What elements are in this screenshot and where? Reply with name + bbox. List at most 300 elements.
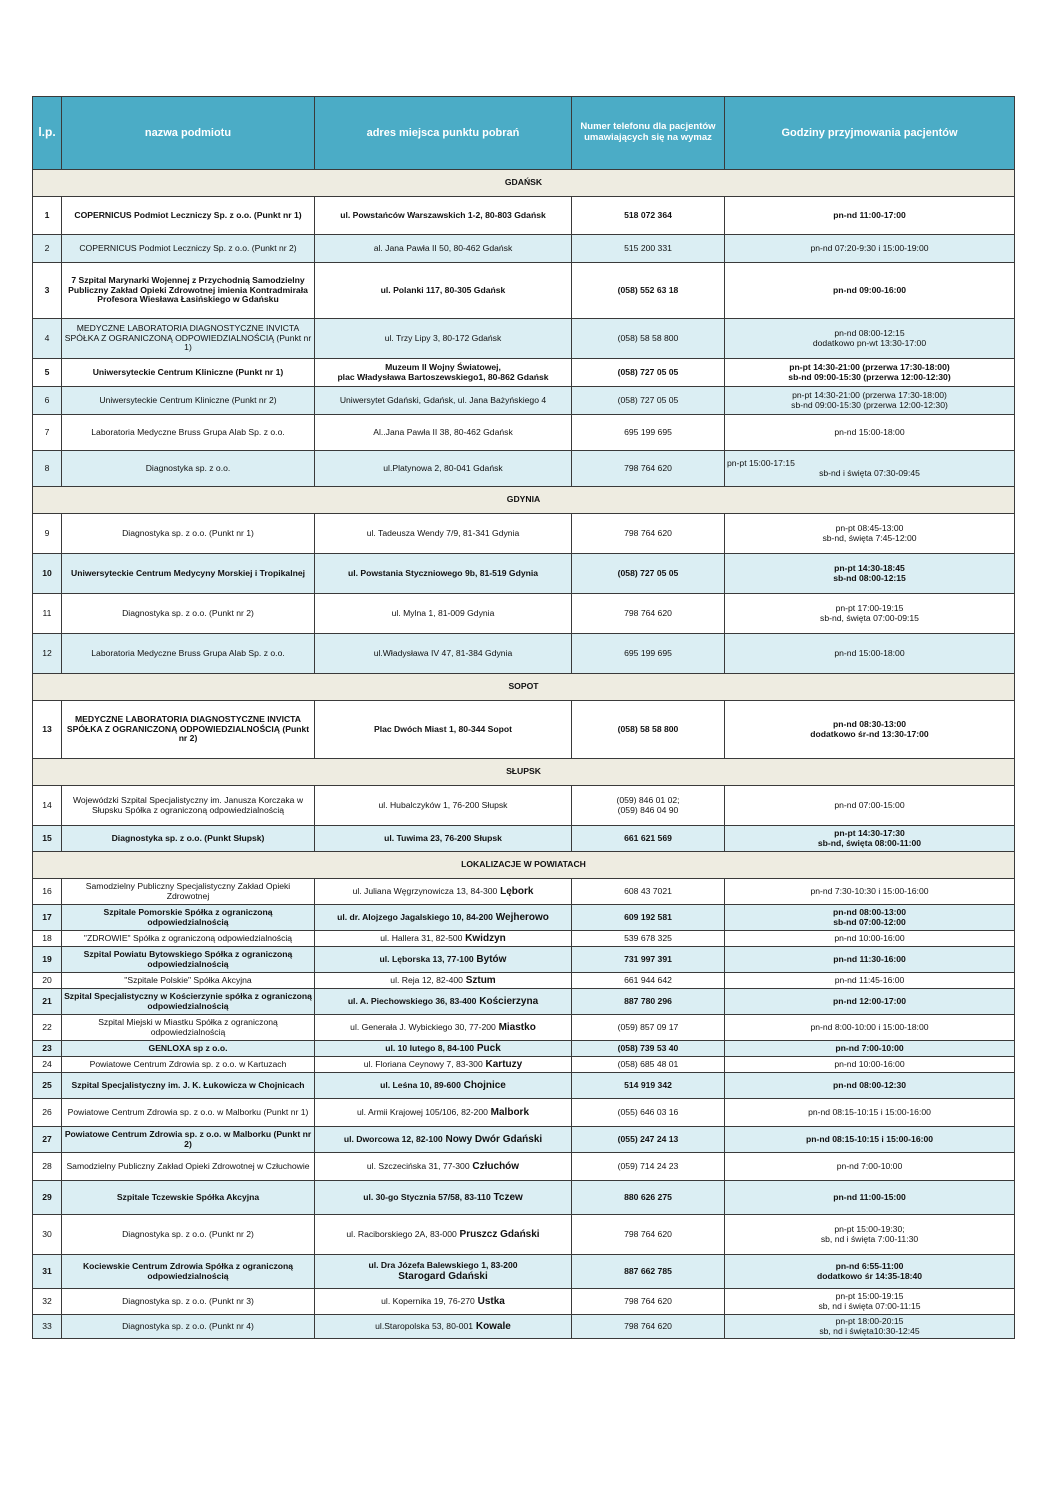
cell-entity-name: [62, 1127, 315, 1153]
city-name: Tczew: [490, 1191, 523, 1203]
section-title: SOPOT: [33, 674, 1015, 701]
phone-line: 798 764 620: [624, 527, 672, 538]
entity-name-line: COPERNICUS Podmiot Leczniczy Sp. z o.o. (Punkt nr 2): [79, 242, 297, 253]
cell-phone: [572, 931, 725, 947]
address-line: ul. Leśna 10, 89-600 Chojnice: [380, 1079, 506, 1091]
cell-phone: [572, 786, 725, 826]
cell-phone: [572, 263, 725, 319]
city-name: Kartuzy: [482, 1058, 523, 1070]
hours-line: pn-nd 7:00-10:00: [836, 1160, 903, 1171]
hours-line: pn-pt 08:45-13:00: [835, 522, 904, 533]
row-number-line: 12: [42, 647, 52, 658]
hours-line: sb-nd 09:00-15:30 (przerwa 12:00-12:30): [791, 399, 948, 410]
cell-hours: [725, 197, 1015, 235]
address-line: ul. Kopernika 19, 76-270 Ustka: [381, 1295, 505, 1307]
cell-row-number: [33, 1181, 62, 1215]
cell-entity-name: [62, 554, 315, 594]
cell-phone: [572, 973, 725, 989]
cell-address: [315, 701, 572, 759]
cell-entity-name: [62, 594, 315, 634]
address-line: ul.Platynowa 2, 80-041 Gdańsk: [383, 462, 503, 473]
cell-hours: [725, 387, 1015, 415]
row-number-line: 32: [42, 1295, 52, 1306]
entity-name-line: "ZDROWIE" Spółka z ograniczoną odpowiedzialnością: [83, 932, 293, 943]
cell-hours: [725, 947, 1015, 973]
cell-entity-name: [62, 1215, 315, 1255]
hours-line: pn-nd 07:20-9:30 i 15:00-19:00: [810, 242, 929, 253]
header-address: adres miejsca punktu pobrań: [315, 97, 572, 170]
cell-hours: [725, 1153, 1015, 1181]
cell-row-number: [33, 319, 62, 359]
cell-hours: [725, 415, 1015, 451]
hours-line: pn-nd 10:00-16:00: [834, 1058, 905, 1069]
cell-entity-name: [62, 359, 315, 387]
cell-phone: [572, 514, 725, 554]
address-line: ul. 30-go Stycznia 57/58, 83-110 Tczew: [363, 1191, 523, 1203]
cell-hours: [725, 1099, 1015, 1127]
cell-phone: [572, 1057, 725, 1073]
table-row: [33, 989, 1015, 1015]
phone-line: (059) 846 01 02;: [616, 794, 680, 805]
cell-entity-name: [62, 701, 315, 759]
hours-line: sb-nd i święta 07:30-09:45: [819, 467, 920, 478]
row-number-line: 19: [42, 953, 52, 964]
row-number-line: 33: [42, 1320, 52, 1331]
hours-line: pn-nd 6:55-11:00: [835, 1260, 904, 1271]
city-name: Pruszcz Gdański: [456, 1228, 540, 1240]
row-number-line: 5: [44, 366, 50, 377]
table-header-row: [33, 97, 1015, 170]
cell-entity-name: [62, 235, 315, 263]
cell-row-number: [33, 973, 62, 989]
cell-phone: [572, 1015, 725, 1041]
cell-address: [315, 786, 572, 826]
cell-phone: [572, 451, 725, 487]
hours-line: pn-pt 15:00-19:15: [835, 1290, 904, 1301]
entity-name-line: Uniwersyteckie Centrum Kliniczne (Punkt nr 2): [99, 394, 277, 405]
entity-name-line: 7 Szpital Marynarki Wojennej z Przychodnią Samodzielny Publiczny Zakład Opieki Zdrowotnej imienia Kontradmirała Profesora Wiesława Łasińskiego w Gdańsku: [68, 274, 308, 305]
entity-name-line: GENLOXA sp z o.o.: [148, 1042, 228, 1053]
cell-entity-name: [62, 1057, 315, 1073]
cell-hours: [725, 1315, 1015, 1339]
cell-address: [315, 947, 572, 973]
cell-phone: [572, 1255, 725, 1289]
row-number-line: 31: [42, 1265, 52, 1276]
phone-line: 661 944 642: [624, 974, 672, 985]
phone-line: (059) 846 04 90: [617, 804, 679, 815]
hours-line: pn-nd 15:00-18:00: [834, 647, 905, 658]
cell-hours: [725, 359, 1015, 387]
cell-row-number: [33, 786, 62, 826]
cell-hours: [725, 989, 1015, 1015]
cell-hours: [725, 235, 1015, 263]
cell-hours: [725, 973, 1015, 989]
cell-hours: [725, 879, 1015, 905]
phone-line: 608 43 7021: [624, 885, 672, 896]
entity-name-line: Diagnostyka sp. z o.o. (Punkt Słupsk): [111, 832, 265, 843]
city-name: Lębork: [497, 885, 534, 897]
table-row: [33, 905, 1015, 931]
phone-line: 514 919 342: [624, 1079, 672, 1090]
city-name: Chojnice: [460, 1079, 506, 1091]
phone-line: (058) 739 53 40: [617, 1042, 679, 1053]
cell-address: [315, 594, 572, 634]
cell-entity-name: [62, 786, 315, 826]
cell-row-number: [33, 263, 62, 319]
hours-line: pn-nd 08:00-13:00: [832, 906, 907, 917]
address-line: ul. Szczecińska 31, 77-300 Człuchów: [366, 1160, 520, 1172]
cell-phone: [572, 235, 725, 263]
address-line: ul.Władysława IV 47, 81-384 Gdynia: [373, 647, 513, 658]
cell-row-number: [33, 826, 62, 852]
address-line: ul. Dworcowa 12, 82-100 Nowy Dwór Gdański: [343, 1133, 543, 1145]
table-row: [33, 319, 1015, 359]
cell-entity-name: [62, 905, 315, 931]
cell-address: [315, 415, 572, 451]
cell-entity-name: [62, 1289, 315, 1315]
row-number-line: 14: [42, 799, 52, 810]
entity-name-line: Uniwersyteckie Centrum Medycyny Morskiej i Tropikalnej: [70, 567, 306, 578]
cell-address: [315, 1153, 572, 1181]
cell-phone: [572, 947, 725, 973]
entity-name-line: Samodzielny Publiczny Specjalistyczny Zakład Opieki Zdrowotnej: [85, 880, 291, 901]
address-line: ul. 10 lutego 8, 84-100 Puck: [385, 1042, 501, 1054]
table-row: [33, 1127, 1015, 1153]
hours-line: pn-nd 11:45-16:00: [834, 974, 905, 985]
hours-line: pn-pt 15:00-19:30;: [834, 1223, 905, 1234]
cell-address: [315, 263, 572, 319]
cell-row-number: [33, 879, 62, 905]
address-line: ul.Staropolska 53, 80-001 Kowale: [375, 1320, 511, 1332]
row-number-line: 1: [44, 209, 50, 220]
cell-address: [315, 1073, 572, 1099]
row-number-line: 15: [42, 832, 52, 843]
cell-address: [315, 235, 572, 263]
table-row: [33, 1215, 1015, 1255]
header-hours: Godziny przyjmowania pacjentów: [725, 97, 1015, 170]
entity-name-line: Laboratoria Medyczne Bruss Grupa Alab Sp. z o.o.: [91, 426, 285, 437]
hours-line: sb, nd i święta 7:00-11:30: [820, 1233, 919, 1244]
cell-phone: [572, 319, 725, 359]
entity-name-line: COPERNICUS Podmiot Leczniczy Sp. z o.o. (Punkt nr 1): [74, 209, 302, 220]
table-row: [33, 263, 1015, 319]
cell-address: [315, 387, 572, 415]
cell-entity-name: [62, 1181, 315, 1215]
cell-row-number: [33, 451, 62, 487]
phone-line: (059) 714 24 23: [617, 1160, 679, 1171]
row-number-line: 24: [42, 1058, 52, 1069]
cell-hours: [725, 263, 1015, 319]
cell-entity-name: [62, 1315, 315, 1339]
cell-hours: [725, 594, 1015, 634]
table-row: [33, 554, 1015, 594]
table-row: [33, 594, 1015, 634]
hours-line: dodatkowo pn-wt 13:30-17:00: [812, 337, 927, 348]
section-header-row: [33, 674, 1015, 701]
address-line: ul. Tuwima 23, 76-200 Słupsk: [384, 832, 502, 843]
entity-name-line: Diagnostyka sp. z o.o. (Punkt nr 4): [122, 1320, 254, 1331]
row-number-line: 28: [42, 1160, 52, 1171]
address-line: ul. Dra Józefa Balewskiego 1, 83-200: [368, 1259, 518, 1270]
cell-phone: [572, 1041, 725, 1057]
table-row: [33, 947, 1015, 973]
cell-hours: [725, 701, 1015, 759]
phone-line: 661 621 569: [624, 832, 672, 843]
address-line: Al..Jana Pawła II 38, 80-462 Gdańsk: [373, 426, 513, 437]
hours-line: pn-nd 12:00-17:00: [832, 995, 907, 1006]
city-name: Kowale: [473, 1320, 511, 1332]
entity-name-line: MEDYCZNE LABORATORIA DIAGNOSTYCZNE INVICTA SPÓŁKA Z OGRANICZONĄ ODPOWIEDZIALNOŚCIĄ (Punkt nr 2): [66, 713, 310, 744]
city-name: Puck: [474, 1042, 501, 1054]
phone-line: (058) 727 05 05: [617, 366, 679, 377]
row-number-line: 13: [42, 723, 52, 734]
table-row: [33, 826, 1015, 852]
cell-entity-name: [62, 387, 315, 415]
entity-name-line: Laboratoria Medyczne Bruss Grupa Alab Sp. z o.o.: [91, 647, 285, 658]
entity-name-line: MEDYCZNE LABORATORIA DIAGNOSTYCZNE INVICTA SPÓŁKA Z OGRANICZONĄ ODPOWIEDZIALNOŚCIĄ (Punkt nr 1): [64, 322, 312, 353]
cell-hours: [725, 1289, 1015, 1315]
row-number-line: 6: [44, 394, 50, 405]
cell-entity-name: [62, 826, 315, 852]
cell-phone: [572, 387, 725, 415]
hours-line: sb-nd 09:00-15:30 (przerwa 12:00-12:30): [788, 371, 951, 382]
cell-phone: [572, 1215, 725, 1255]
cell-row-number: [33, 1057, 62, 1073]
cell-row-number: [33, 947, 62, 973]
phone-line: 798 764 620: [624, 1320, 672, 1331]
cell-address: [315, 359, 572, 387]
cell-entity-name: [62, 451, 315, 487]
row-number-line: 11: [42, 607, 52, 618]
phone-line: (058) 552 63 18: [617, 284, 679, 295]
cell-address: [315, 634, 572, 674]
entity-name-line: Diagnostyka sp. z o.o. (Punkt nr 3): [122, 1295, 254, 1306]
city-name: Starogard Gdański: [398, 1270, 488, 1282]
cell-address: [315, 1255, 572, 1289]
cell-hours: [725, 1057, 1015, 1073]
hours-line: pn-nd 11:30-16:00: [833, 953, 906, 964]
hours-line: sb, nd i święta 07:00-11:15: [818, 1300, 921, 1311]
hours-line: pn-nd 15:00-18:00: [834, 426, 905, 437]
row-number-line: 22: [42, 1021, 52, 1032]
hours-line: pn-nd 08:15-10:15 i 15:00-16:00: [808, 1106, 931, 1117]
address-line: ul. Mylna 1, 81-009 Gdynia: [391, 607, 495, 618]
hours-line: pn-nd 11:00-15:00: [833, 1191, 906, 1202]
hours-line: pn-pt 14:30-21:00 (przerwa 17:30-18:00): [789, 361, 950, 372]
cell-address: [315, 1289, 572, 1315]
row-number-line: 23: [42, 1042, 52, 1053]
hours-line: dodatkowo śr-nd 13:30-17:00: [810, 728, 929, 739]
cell-entity-name: [62, 514, 315, 554]
address-line: ul. Floriana Ceynowy 7, 83-300 Kartuzy: [363, 1058, 523, 1070]
phone-line: (058) 727 05 05: [617, 567, 679, 578]
entity-name-line: Szpital Specjalistyczny im. J. K. Łukowicza w Chojnicach: [71, 1079, 305, 1090]
phone-line: (055) 247 24 13: [617, 1133, 679, 1144]
cell-row-number: [33, 359, 62, 387]
table-row: [33, 197, 1015, 235]
phone-line: 695 199 695: [624, 647, 672, 658]
address-line: al. Jana Pawła II 50, 80-462 Gdańsk: [373, 242, 513, 253]
cell-phone: [572, 359, 725, 387]
cell-address: [315, 197, 572, 235]
entity-name-line: "Szpitale Polskie" Spółka Akcyjna: [124, 974, 252, 985]
cell-phone: [572, 415, 725, 451]
cell-entity-name: [62, 197, 315, 235]
cell-phone: [572, 594, 725, 634]
cell-phone: [572, 1127, 725, 1153]
phone-line: (059) 857 09 17: [617, 1021, 679, 1032]
table-row: [33, 1057, 1015, 1073]
cell-phone: [572, 197, 725, 235]
header-phone: Numer telefonu dla pacjentów umawiających się na wymaz: [572, 97, 725, 170]
cell-row-number: [33, 1315, 62, 1339]
section-header-row: [33, 487, 1015, 514]
cell-row-number: [33, 634, 62, 674]
entity-name-line: Diagnostyka sp. z o.o. (Punkt nr 2): [122, 1228, 254, 1239]
city-name: Miastko: [495, 1021, 536, 1033]
cell-address: [315, 451, 572, 487]
table-row: [33, 1255, 1015, 1289]
cell-row-number: [33, 1099, 62, 1127]
table-row: [33, 1015, 1015, 1041]
address-line: plac Władysława Bartoszewskiego1, 80-862 Gdańsk: [337, 371, 549, 382]
cell-hours: [725, 451, 1015, 487]
city-name: Wejherowo: [492, 911, 549, 923]
phone-line: 798 764 620: [624, 462, 672, 473]
cell-entity-name: [62, 1153, 315, 1181]
cell-row-number: [33, 1289, 62, 1315]
cell-address: [315, 931, 572, 947]
entity-name-line: Szpitale Pomorskie Spółka z ograniczoną odpowiedzialnością: [103, 906, 273, 927]
cell-address: [315, 973, 572, 989]
cell-address: [315, 989, 572, 1015]
entity-name-line: Samodzielny Publiczny Zakład Opieki Zdrowotnej w Człuchowie: [66, 1160, 310, 1171]
cell-phone: [572, 1181, 725, 1215]
hours-line: sb, nd i święta10:30-12:45: [819, 1325, 920, 1336]
table-row: [33, 1073, 1015, 1099]
cell-entity-name: [62, 1255, 315, 1289]
cell-address: [315, 514, 572, 554]
table-row: [33, 786, 1015, 826]
entity-name-line: Szpital Specjalistyczny w Kościerzynie spółka z ograniczoną odpowiedzialnością: [64, 990, 312, 1011]
row-number-line: 8: [44, 462, 50, 473]
cell-entity-name: [62, 1073, 315, 1099]
cell-hours: [725, 1073, 1015, 1099]
row-number-line: 3: [44, 284, 50, 295]
cell-row-number: [33, 594, 62, 634]
hours-line: pn-nd 08:00-12:15: [834, 327, 905, 338]
cell-row-number: [33, 905, 62, 931]
cell-row-number: [33, 1255, 62, 1289]
entity-name-line: Powiatowe Centrum Zdrowia sp. z o.o. w Malborku (Punkt nr 1): [67, 1106, 309, 1117]
hours-line: pn-pt 15:00-17:15: [727, 457, 795, 468]
address-line: ul. Trzy Lipy 3, 80-172 Gdańsk: [384, 332, 502, 343]
cell-row-number: [33, 1073, 62, 1099]
cell-row-number: [33, 1127, 62, 1153]
table-row: [33, 387, 1015, 415]
hours-line: pn-nd 8:00-10:00 i 15:00-18:00: [810, 1021, 929, 1032]
hours-line: pn-nd 07:00-15:00: [834, 799, 905, 810]
hours-line: pn-pt 14:30-21:00 (przerwa 17:30-18:00): [792, 389, 947, 400]
cell-address: [315, 1127, 572, 1153]
cell-hours: [725, 634, 1015, 674]
hours-line: pn-nd 11:00-17:00: [833, 209, 906, 220]
table-row: [33, 1289, 1015, 1315]
cell-entity-name: [62, 879, 315, 905]
cell-address: [315, 1181, 572, 1215]
cell-hours: [725, 1215, 1015, 1255]
address-line: ul. Polanki 117, 80-305 Gdańsk: [380, 284, 506, 295]
section-title: SŁUPSK: [33, 759, 1015, 786]
phone-line: 887 662 785: [624, 1265, 672, 1276]
row-number-line: 30: [42, 1228, 52, 1239]
cell-phone: [572, 1153, 725, 1181]
hours-line: sb-nd 07:00-12:00: [833, 916, 906, 927]
phone-line: 515 200 331: [624, 242, 672, 253]
cell-address: [315, 1099, 572, 1127]
cell-entity-name: [62, 319, 315, 359]
address-line: ul. Lęborska 13, 77-100 Bytów: [379, 953, 507, 965]
table-row: [33, 701, 1015, 759]
cell-phone: [572, 1073, 725, 1099]
cell-phone: [572, 989, 725, 1015]
phone-line: 539 678 325: [624, 932, 672, 943]
cell-row-number: [33, 1153, 62, 1181]
city-name: Sztum: [462, 974, 496, 986]
table-row: [33, 931, 1015, 947]
hours-line: pn-pt 14:30-17:30: [834, 827, 905, 838]
phone-line: 887 780 296: [624, 995, 672, 1006]
cell-hours: [725, 1015, 1015, 1041]
address-line: ul. Reja 12, 82-400 Sztum: [390, 974, 496, 986]
address-line: ul. Hubalczyków 1, 76-200 Słupsk: [378, 799, 508, 810]
phone-line: (058) 727 05 05: [617, 394, 679, 405]
row-number-line: 21: [42, 995, 52, 1006]
address-line: ul. Hallera 31, 82-500 Kwidzyn: [380, 932, 506, 944]
entity-name-line: Powiatowe Centrum Zdrowia sp. z o.o. w Kartuzach: [89, 1058, 287, 1069]
cell-phone: [572, 826, 725, 852]
city-name: Kościerzyna: [476, 995, 539, 1007]
phone-line: 798 764 620: [624, 607, 672, 618]
hours-line: sb-nd, święta 08:00-11:00: [817, 837, 922, 848]
hours-line: pn-pt 17:00-19:15: [835, 602, 904, 613]
hours-line: pn-nd 08:00-12:30: [832, 1079, 907, 1090]
cell-row-number: [33, 197, 62, 235]
entity-name-line: Szpitale Tczewskie Spółka Akcyjna: [116, 1191, 260, 1202]
city-name: Nowy Dwór Gdański: [442, 1133, 543, 1145]
row-number-line: 17: [42, 911, 52, 922]
row-number-line: 27: [42, 1133, 52, 1144]
hours-line: sb-nd, święta 7:45-12:00: [822, 532, 917, 543]
address-line: ul. Armii Krajowej 105/106, 82-200 Malbork: [356, 1106, 530, 1118]
cell-address: [315, 1057, 572, 1073]
entity-name-line: Powiatowe Centrum Zdrowia sp. z o.o. w Malborku (Punkt nr 2): [64, 1128, 312, 1149]
hours-line: sb-nd 08:00-12:15: [833, 572, 906, 583]
city-name: Kwidzyn: [462, 932, 506, 944]
phone-line: 731 997 391: [624, 953, 672, 964]
hours-line: pn-pt 14:30-18:45: [834, 562, 905, 573]
phone-line: (058) 58 58 800: [617, 332, 679, 343]
hours-line: pn-nd 7:30-10:30 i 15:00-16:00: [810, 885, 929, 896]
table-row: [33, 1181, 1015, 1215]
table-row: [33, 973, 1015, 989]
section-title: LOKALIZACJE W POWIATACH: [33, 852, 1015, 879]
cell-phone: [572, 879, 725, 905]
hours-line: pn-pt 18:00-20:15: [835, 1315, 904, 1326]
cell-row-number: [33, 989, 62, 1015]
entity-name-line: Diagnostyka sp. z o.o. (Punkt nr 1): [122, 527, 254, 538]
cell-phone: [572, 701, 725, 759]
